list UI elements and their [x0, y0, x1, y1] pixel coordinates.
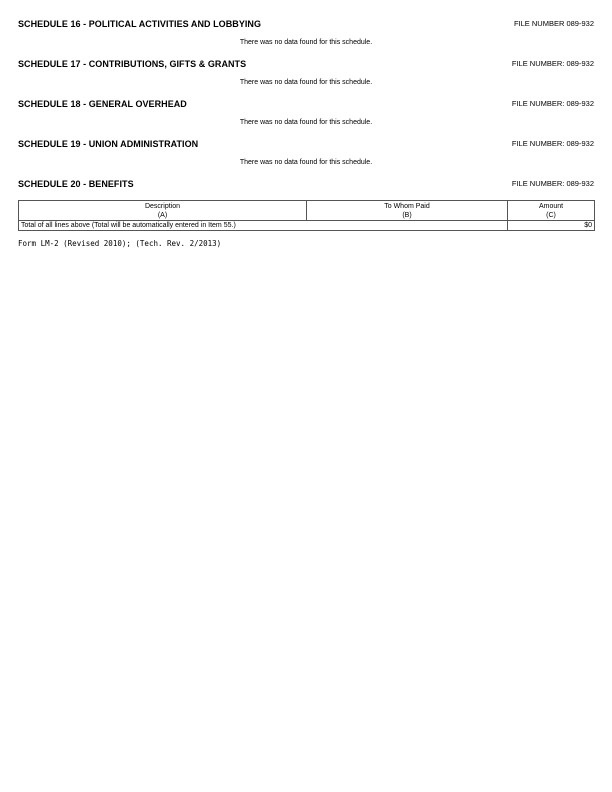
column-header-to-whom-paid — [307, 201, 508, 221]
column-label: Description — [144, 203, 180, 210]
schedule-18-file-number: FILE NUMBER: 089-932 — [511, 99, 594, 108]
benefits-header-row — [19, 201, 595, 221]
schedule-17-file-number: FILE NUMBER: 089-932 — [511, 59, 594, 68]
column-code: (B) — [402, 212, 412, 219]
schedule-17-no-data: There was no data found for this schedule. — [239, 79, 373, 86]
schedule-18-title: SCHEDULE 18 - GENERAL OVERHEAD — [18, 99, 187, 109]
schedule-20-title: SCHEDULE 20 - BENEFITS — [18, 179, 134, 189]
schedule-19-file-number: FILE NUMBER: 089-932 — [511, 139, 594, 148]
schedule-20-file-number: FILE NUMBER: 089-932 — [511, 179, 594, 188]
column-code: (C) — [546, 212, 556, 219]
schedule-16-no-data: There was no data found for this schedule. — [239, 39, 373, 46]
schedule-16-title: SCHEDULE 16 - POLITICAL ACTIVITIES AND LOBBYING — [18, 19, 262, 29]
total-label: Total of all lines above (Total will be automatically entered in Item 55.) — [19, 221, 508, 231]
form-footer: Form LM-2 (Revised 2010); (Tech. Rev. 2/2013) — [18, 239, 222, 248]
column-header-description — [19, 201, 307, 221]
benefits-table — [18, 200, 595, 231]
schedule-18-no-data: There was no data found for this schedule. — [239, 119, 373, 126]
schedule-16-file-number: FILE NUMBER 089-932 — [513, 19, 594, 28]
total-amount: $0 — [508, 221, 595, 231]
total-row — [19, 221, 595, 231]
column-label: To Whom Paid — [384, 203, 430, 210]
schedule-19-title: SCHEDULE 19 - UNION ADMINISTRATION — [18, 139, 199, 149]
column-label: Amount — [538, 203, 564, 210]
schedule-19-no-data: There was no data found for this schedule. — [239, 159, 373, 166]
schedule-17-title: SCHEDULE 17 - CONTRIBUTIONS, GIFTS & GRANTS — [18, 59, 247, 69]
column-header-amount — [508, 201, 595, 221]
column-code: (A) — [157, 212, 168, 219]
